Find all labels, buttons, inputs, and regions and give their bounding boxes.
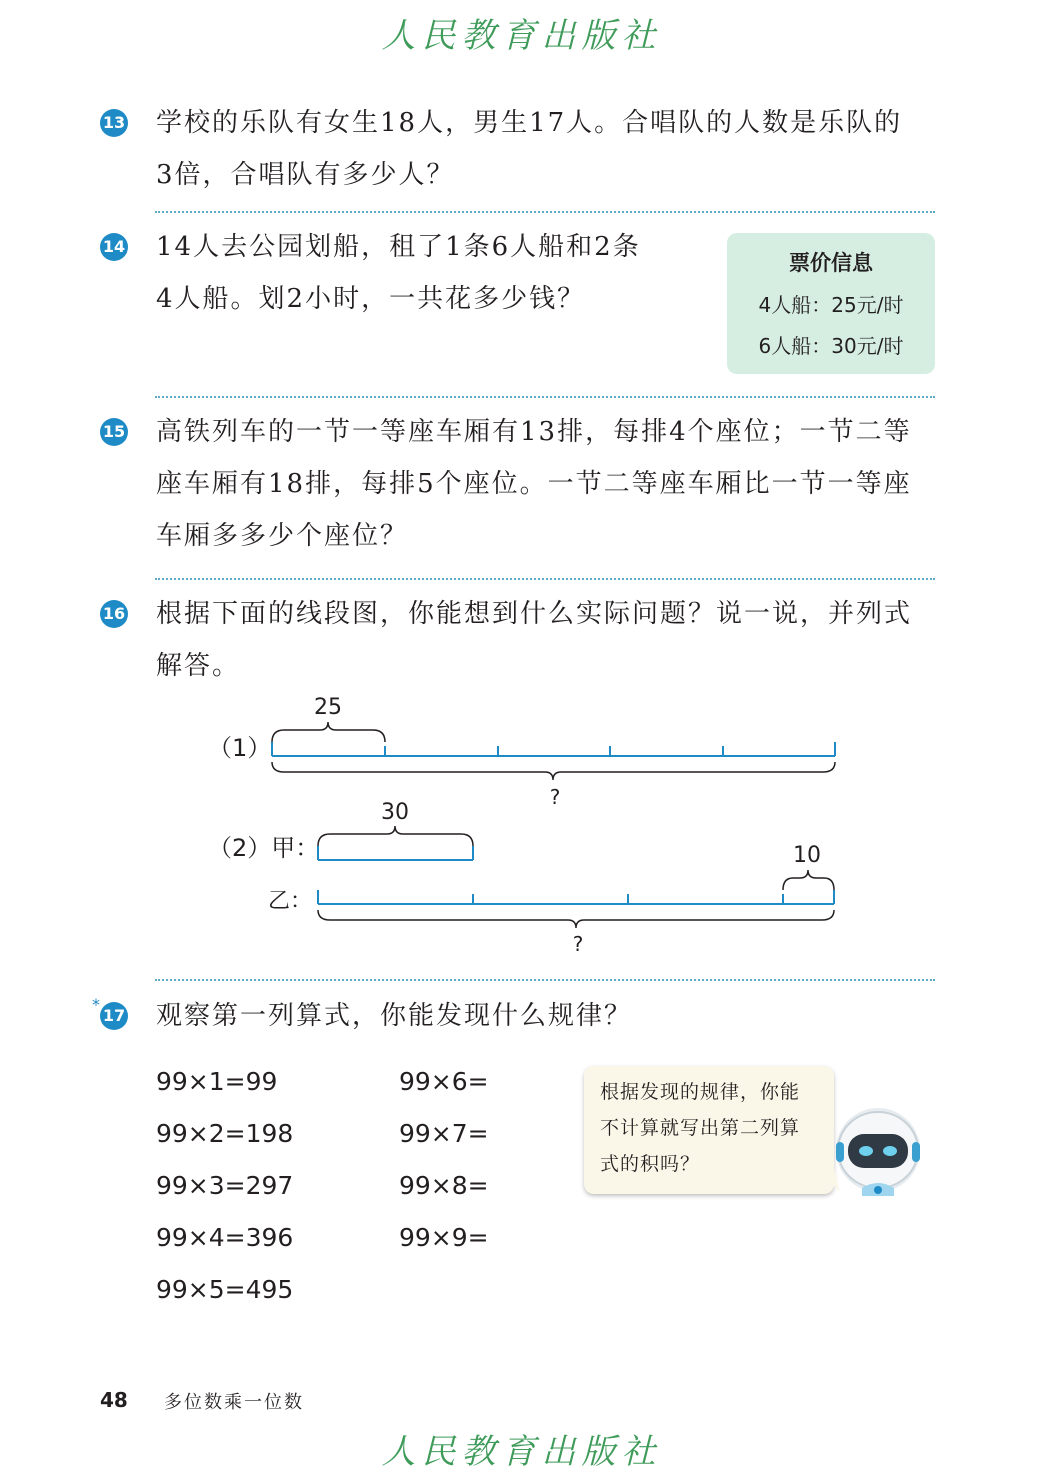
label-30: 30	[381, 800, 409, 825]
publisher-header: 人民教育出版社	[381, 16, 662, 56]
question-17-number: 17	[100, 1002, 128, 1030]
question-14-number: 14	[100, 233, 128, 261]
question-13-number: 13	[100, 109, 128, 137]
ticket-info-title: 票价信息	[789, 251, 873, 275]
calc-column-2	[399, 1056, 489, 1264]
challenge-star: *	[92, 995, 100, 1014]
brace-30	[318, 826, 473, 846]
question-15-line-2: 座车厢有18排，每排5个座位。一节二等座车厢比一节一等座	[156, 469, 912, 499]
calc-row: 99×5=495	[156, 1275, 294, 1304]
calc-row: 99×8=	[399, 1171, 489, 1200]
brace-total-2	[318, 910, 834, 928]
page-number: 48	[100, 1388, 128, 1412]
brace-25	[272, 722, 385, 742]
question-13-line-1: 学校的乐队有女生18人，男生17人。合唱队的人数是乐队的	[156, 108, 903, 138]
calc-row: 99×4=396	[156, 1223, 294, 1252]
divider	[155, 979, 935, 981]
divider	[155, 211, 935, 213]
question-13-text	[156, 97, 902, 201]
question-17-text	[156, 990, 632, 1042]
publisher-footer: 人民教育出版社	[381, 1432, 662, 1472]
question-16-line-2: 解答。	[156, 651, 241, 681]
ticket-info-line-2: 6人船：30元/时	[758, 334, 904, 358]
hint-line-1: 根据发现的规律，你能	[600, 1081, 801, 1103]
calc-row: 99×9=	[399, 1223, 489, 1252]
question-15-line-3: 车厢多多少个座位？	[156, 521, 409, 551]
label-10: 10	[793, 843, 821, 868]
divider	[155, 396, 935, 398]
ticket-info-line-1: 4人船：25元/时	[758, 293, 904, 317]
label-25: 25	[314, 695, 342, 720]
label-yi: 乙：	[268, 889, 313, 914]
question-14-line-1: 14人去公园划船，租了1条6人船和2条	[156, 232, 641, 262]
calc-row: 99×7=	[399, 1119, 489, 1148]
question-17-line-1: 观察第一列算式，你能发现什么规律？	[156, 1001, 633, 1031]
question-15-line-1: 高铁列车的一节一等座车厢有13排，每排4个座位；一节二等	[156, 417, 912, 447]
calc-row: 99×1=99	[156, 1067, 278, 1096]
divider	[155, 578, 935, 580]
diagram-part-2-label: （2）甲：	[208, 834, 320, 862]
calc-row: 99×2=198	[156, 1119, 294, 1148]
ticket-info-box	[727, 233, 935, 374]
question-15-number: 15	[100, 418, 128, 446]
question-16-text	[156, 588, 912, 692]
calc-column-1	[156, 1056, 293, 1316]
question-mark-1: ?	[549, 785, 561, 809]
calc-row: 99×3=297	[156, 1171, 294, 1200]
question-mark-2: ?	[572, 932, 584, 956]
brace-10	[783, 870, 834, 890]
hint-line-3: 式的积吗？	[600, 1153, 701, 1175]
question-16-number: 16	[100, 600, 128, 628]
question-14-line-2: 4人船。划2小时，一共花多少钱？	[156, 284, 586, 314]
calc-row: 99×6=	[399, 1067, 489, 1096]
chapter-title: 多位数乘一位数	[164, 1392, 304, 1413]
question-13-line-2: 3倍，合唱队有多少人？	[156, 160, 455, 190]
hint-line-2: 不计算就写出第二列算	[600, 1117, 801, 1139]
question-16-line-1: 根据下面的线段图，你能想到什么实际问题？说一说，并列式	[156, 599, 913, 629]
brace-total-1	[272, 762, 835, 780]
hint-text	[584, 1066, 834, 1190]
question-14-text	[156, 221, 641, 325]
question-15-text	[156, 406, 912, 562]
robot-icon	[834, 1104, 924, 1196]
hint-speech-bubble	[584, 1066, 834, 1194]
diagram-part-1-label: （1）	[208, 734, 272, 762]
line-segment-diagram	[0, 680, 1043, 960]
